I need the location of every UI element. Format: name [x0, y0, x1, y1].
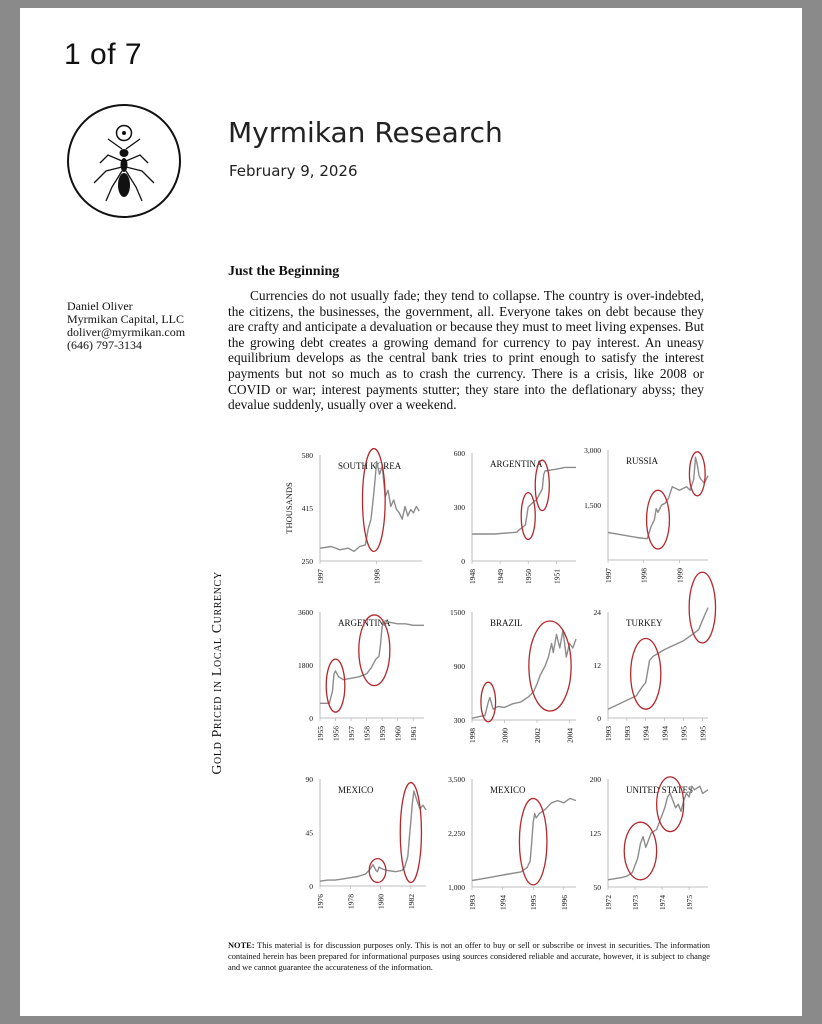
note-label: NOTE:	[228, 941, 255, 950]
chart-1-x-tick-label: 1949	[496, 569, 506, 584]
chart-3-x-tick-label: 1956	[331, 726, 341, 741]
chart-6-title: MEXICO	[338, 785, 374, 795]
author-name: Daniel Oliver	[67, 299, 133, 313]
disclaimer-note	[228, 940, 710, 973]
chart-8-y-tick-label: 200	[589, 775, 601, 784]
chart-2-highlight-circle	[647, 490, 670, 549]
chart-3-x-tick-label: 1955	[316, 726, 325, 741]
chart-2-y-tick-label: 1,500	[584, 501, 601, 510]
chart-8-title: UNITED STATES	[626, 785, 694, 795]
chart-8-y-tick-label: 50	[593, 883, 601, 892]
chart-3-x-tick-label: 1959	[378, 726, 388, 741]
chart-5-x-tick-label: 1993	[604, 726, 613, 741]
note-text: This material is for discussion purposes only. This is not an offer to buy or sell or subscribe or invest in securities. The information contained herein has been prepared for informational purposes using sources considered reliable and accurate, however, it is subject to change and we cannot guarantee the accurateness of the information.	[228, 941, 710, 972]
chart-8-y-tick-label: 125	[589, 829, 601, 838]
chart-6-x-tick-label: 1982	[406, 894, 416, 909]
chart-2-x-tick-label: 1999	[675, 568, 685, 583]
chart-2-highlight-circle	[689, 452, 705, 496]
chart-6-series-line	[320, 791, 426, 881]
chart-5-x-tick-label: 1994	[660, 726, 670, 741]
chart-0-y-label: THOUSANDS	[284, 482, 294, 534]
chart-7-x-tick-label: 1993	[468, 895, 477, 910]
chart-0-y-tick-label: 580	[301, 451, 313, 460]
chart-7-y-tick-label: 3,500	[448, 775, 465, 784]
chart-5-y-tick-label: 24	[593, 608, 601, 617]
chart-2-y-tick-label: 3,000	[584, 446, 601, 455]
chart-5-x-tick-label: 1994	[641, 726, 651, 741]
chart-0-y-tick-label: 250	[301, 557, 313, 566]
article-body: Currencies do not usually fade; they tend to collapse. The country is over-indebted, the citizens, the businesses, the government, all. Everyone takes on debt because they are crafty and anticipate a devaluation or because they must to meet living expenses. But the growing debt creates a growing demand for currency to pay interest. An uneasy equilibrium develops as the central bank tries to print enough to satisfy the interest payments but not so much as to crash the currency. There is a crisis, like 2008 or COVID or war; interest payments stutter; they stare into the deflationary abyss; they devalue suddenly, usually over a weekend.	[228, 288, 704, 413]
chart-1-x-tick-label: 1951	[552, 569, 562, 584]
chart-6-highlight-circle	[400, 783, 421, 883]
chart-5-highlight-circle	[631, 639, 661, 710]
chart-1-series-line	[472, 467, 576, 534]
chart-0-x-tick-label: 1997	[316, 569, 325, 584]
chart-2-series-line	[608, 457, 708, 538]
chart-7-highlight-circle	[519, 798, 547, 884]
chart-6-y-tick-label: 45	[305, 828, 313, 838]
figure-y-caption: Gold Priced in Local Currency	[210, 571, 225, 775]
chart-6-x-tick-label: 1980	[376, 894, 386, 909]
chart-5-x-tick-label: 1993	[622, 726, 632, 741]
chart-5-title: TURKEY	[626, 618, 663, 628]
chart-3-y-tick-label: 0	[309, 714, 313, 723]
page-number: 1 of 7	[64, 38, 143, 71]
chart-5-x-tick-label: 1995	[698, 726, 708, 741]
author-company: Myrmikan Capital, LLC	[67, 312, 184, 326]
chart-8-x-tick-label: 1974	[658, 895, 668, 910]
chart-0-x-tick-label: 1998	[372, 569, 382, 584]
chart-8-highlight-circle	[624, 822, 656, 880]
chart-4-x-tick-label: 2004	[565, 728, 575, 743]
chart-2-x-tick-label: 1997	[604, 568, 613, 583]
chart-7-y-tick-label: 2,250	[448, 829, 465, 838]
chart-4-y-tick-label: 300	[453, 716, 465, 725]
chart-0-series-line	[320, 461, 419, 551]
chart-6-x-tick-label: 1976	[316, 894, 325, 909]
chart-6-y-tick-label: 0	[309, 882, 313, 891]
chart-0-title: SOUTH KOREA	[338, 461, 402, 471]
author-phone: (646) 797-3134	[67, 338, 142, 352]
chart-2-x-tick-label: 1998	[639, 568, 649, 583]
chart-5-y-tick-label: 0	[597, 714, 601, 723]
chart-1-x-tick-label: 1950	[524, 569, 534, 584]
chart-3-y-tick-label: 1800	[298, 661, 313, 670]
chart-8-series-line	[608, 786, 708, 880]
brand-title: Myrmikan Research	[228, 116, 503, 149]
chart-5-x-tick-label: 1995	[679, 726, 689, 741]
chart-7-title: MEXICO	[490, 785, 526, 795]
chart-8-x-tick-label: 1972	[604, 895, 613, 910]
chart-4-x-tick-label: 2002	[533, 728, 542, 743]
chart-8-x-tick-label: 1973	[631, 895, 641, 910]
chart-4-highlight-circle	[529, 621, 571, 711]
chart-6-x-tick-label: 1978	[346, 894, 356, 909]
chart-1-y-tick-label: 300	[453, 503, 465, 512]
chart-4-title: BRAZIL	[490, 618, 523, 628]
chart-2-title: RUSSIA	[626, 456, 659, 466]
chart-7-y-tick-label: 1,000	[448, 883, 465, 892]
chart-1-y-tick-label: 600	[453, 449, 465, 458]
chart-4-x-tick-label: 1998	[468, 728, 477, 743]
chart-1-x-tick-label: 1948	[468, 569, 477, 584]
chart-8-x-tick-label: 1975	[685, 895, 695, 910]
author-email[interactable]: doliver@myrmikan.com	[67, 325, 186, 339]
chart-6-y-tick-label: 90	[305, 775, 313, 784]
chart-3-x-tick-label: 1958	[362, 726, 372, 741]
chart-7-x-tick-label: 1996	[559, 895, 569, 910]
chart-0-y-tick-label: 415	[301, 504, 313, 513]
chart-5-y-tick-label: 12	[593, 661, 601, 670]
chart-4-y-tick-label: 900	[453, 662, 465, 671]
chart-3-x-tick-label: 1957	[347, 726, 357, 741]
article-heading: Just the Beginning	[228, 264, 340, 279]
chart-4-x-tick-label: 2000	[500, 728, 510, 743]
chart-7-x-tick-label: 1995	[529, 895, 539, 910]
report-date: February 9, 2026	[229, 162, 358, 180]
chart-3-highlight-circle	[326, 659, 345, 712]
chart-1-title: ARGENTINA	[490, 459, 543, 469]
document-page	[20, 8, 802, 1016]
chart-4-y-tick-label: 1500	[450, 608, 465, 617]
chart-3-x-tick-label: 1961	[409, 726, 419, 741]
chart-grid	[20, 8, 802, 1016]
chart-3-series-line	[320, 621, 424, 704]
chart-5-highlight-circle	[689, 572, 715, 643]
chart-3-x-tick-label: 1960	[393, 726, 403, 741]
chart-3-y-tick-label: 3600	[298, 608, 313, 617]
chart-1-highlight-circle	[521, 493, 535, 540]
chart-7-x-tick-label: 1994	[498, 895, 508, 910]
chart-1-y-tick-label: 0	[461, 557, 465, 566]
chart-3-title: ARGENTINA	[338, 618, 391, 628]
